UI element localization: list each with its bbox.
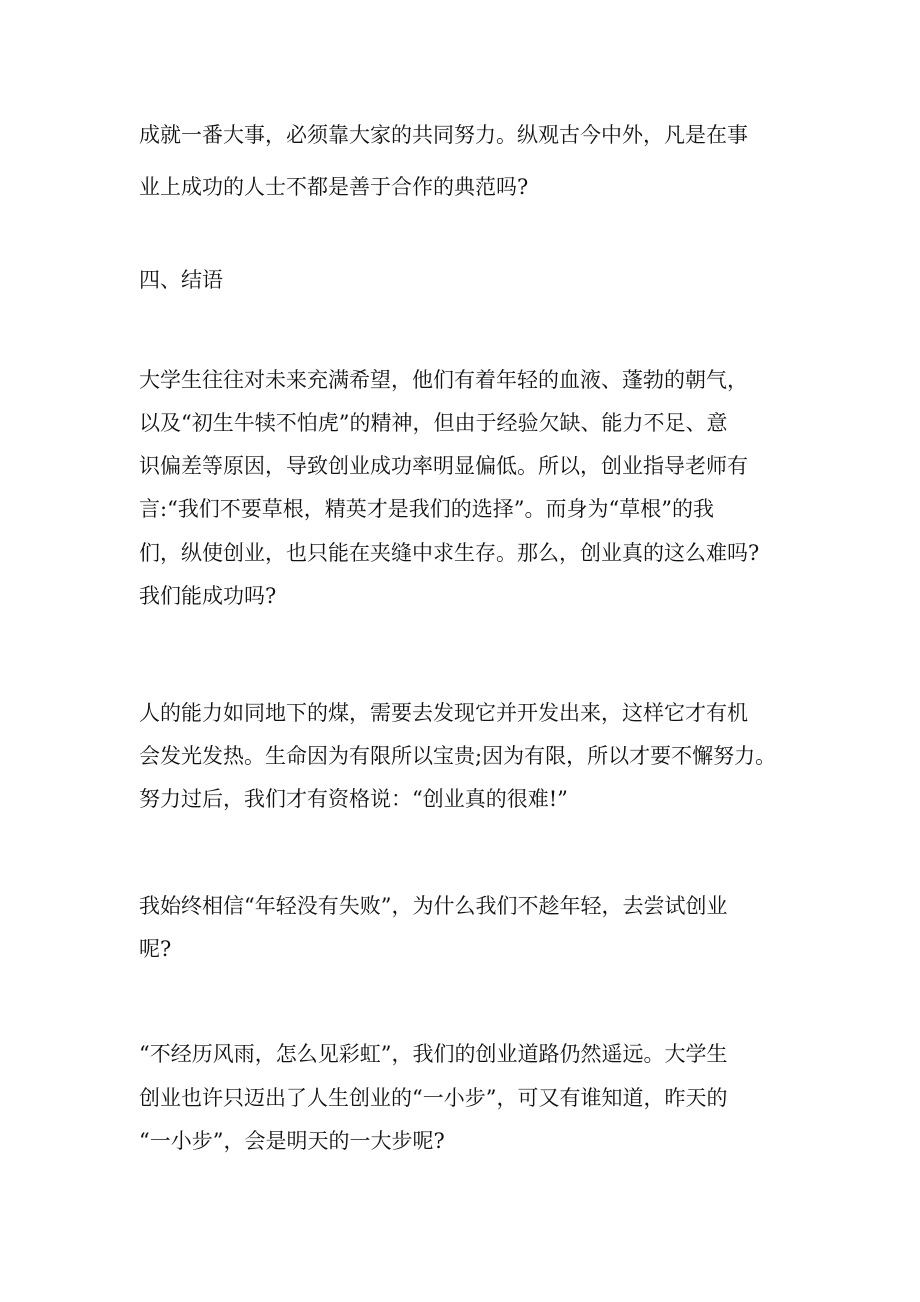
text-line: 呢? bbox=[139, 937, 172, 961]
text-line: 们，纵使创业，也只能在夹缝中求生存。那么，创业真的这么难吗? bbox=[139, 541, 760, 565]
text-line: 努力过后，我们才有资格说：“创业真的很难!” bbox=[139, 787, 568, 811]
text-line: 会发光发热。生命因为有限所以宝贵;因为有限，所以才要不懈努力。 bbox=[139, 744, 777, 768]
section-heading: 四、结语 bbox=[139, 268, 223, 292]
text-line: “不经历风雨，怎么见彩虹”，我们的创业道路仍然遥远。大学生 bbox=[139, 1042, 728, 1066]
text-line: 业上成功的人士不都是善于合作的典范吗? bbox=[139, 175, 529, 199]
text-line: 我们能成功吗? bbox=[139, 584, 277, 608]
text-line: 大学生往往对未来充满希望，他们有着年轻的血液、蓬勃的朝气， bbox=[139, 368, 748, 392]
text-line: 创业也许只迈出了人生创业的“一小步”，可又有谁知道，昨天的 bbox=[139, 1086, 728, 1110]
text-line: 言:“我们不要草根，精英才是我们的选择”。而身为“草根”的我 bbox=[139, 497, 715, 521]
text-line: 识偏差等原因，导致创业成功率明显偏低。所以，创业指导老师有 bbox=[139, 454, 748, 478]
text-line: 以及“初生牛犊不怕虎”的精神，但由于经验欠缺、能力不足、意 bbox=[139, 411, 728, 435]
text-line: 我始终相信“年轻没有失败”，为什么我们不趁年轻，去尝试创业 bbox=[139, 894, 728, 918]
text-line: “一小步”，会是明天的一大步呢? bbox=[139, 1129, 445, 1153]
text-line: 成就一番大事，必须靠大家的共同努力。纵观古今中外，凡是在事 bbox=[139, 123, 748, 147]
text-line: 人的能力如同地下的煤，需要去发现它并开发出来，这样它才有机 bbox=[139, 701, 748, 725]
